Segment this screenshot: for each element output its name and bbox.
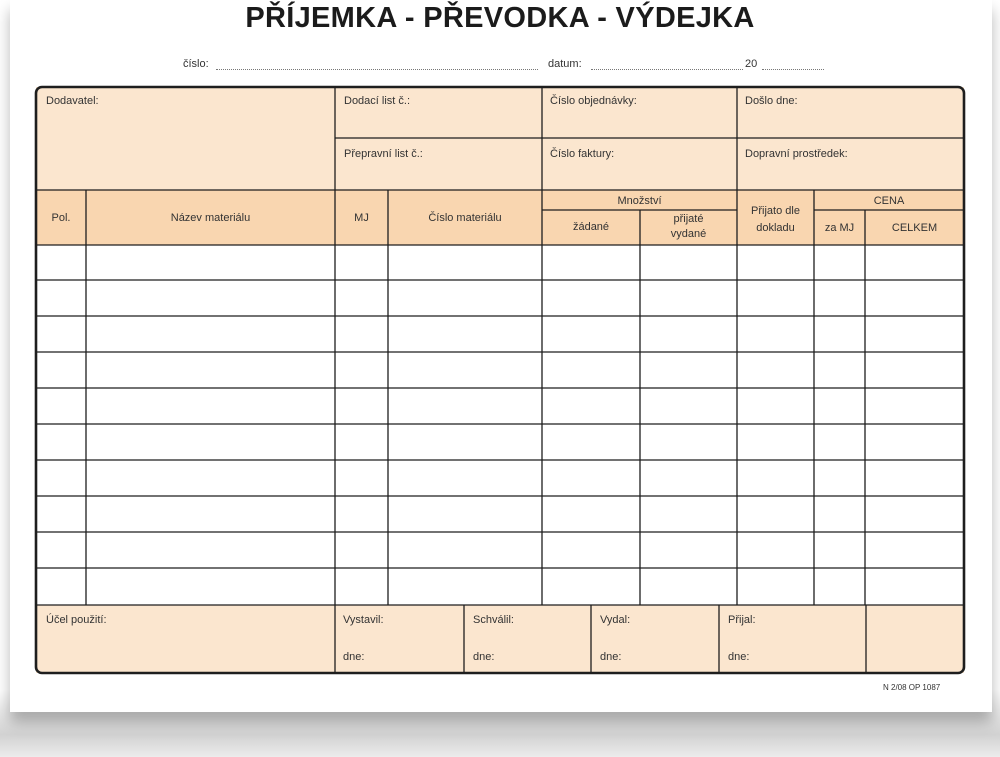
cislo-objednavky-label: Číslo objednávky:	[550, 95, 637, 107]
vydal-label: Vydal:	[600, 614, 631, 626]
vydal-dne-label: dne:	[600, 651, 622, 663]
cislo-label: číslo:	[183, 58, 209, 70]
form-title: PŘÍJEMKA - PŘEVODKA - VÝDEJKA	[245, 2, 755, 34]
datum-label: datum:	[548, 58, 582, 70]
col-za-mj: za MJ	[824, 222, 855, 234]
col-mj: MJ	[354, 212, 369, 224]
col-prijate-line2: vydané	[670, 228, 707, 240]
col-prijato-line2: dokladu	[756, 222, 795, 234]
dopravni-prostredek-label: Dopravní prostředek:	[745, 148, 848, 160]
col-pol: Pol.	[51, 212, 71, 224]
col-celkem: CELKEM	[891, 222, 938, 234]
dodavatel-label: Dodavatel:	[46, 95, 99, 107]
ucel-pouziti-label: Účel použití:	[46, 614, 107, 626]
schvalil-label: Schválil:	[473, 614, 514, 626]
prepravni-list-label: Přepravní list č.:	[344, 148, 423, 160]
col-cislo-materialu: Číslo materiálu	[428, 212, 502, 224]
col-cena: CENA	[873, 195, 905, 207]
year-label: 20	[745, 58, 758, 70]
doslo-dne-label: Došlo dne:	[745, 95, 798, 107]
col-nazev: Název materiálu	[170, 212, 251, 224]
col-prijato-line1: Přijato dle	[751, 205, 800, 217]
prijal-label: Přijal:	[728, 614, 756, 626]
form-code: N 2/08 OP 1087	[883, 683, 941, 692]
vystavil-label: Vystavil:	[343, 614, 384, 626]
dodaci-list-label: Dodací list č.:	[344, 95, 411, 107]
prijal-dne-label: dne:	[728, 651, 750, 663]
vystavil-dne-label: dne:	[343, 651, 365, 663]
cislo-faktury-label: Číslo faktury:	[550, 148, 615, 160]
col-mnozstvi: Množství	[617, 195, 662, 207]
col-prijate-line1: přijaté	[673, 213, 704, 225]
col-zadane: žádané	[572, 221, 610, 233]
schvalil-dne-label: dne:	[473, 651, 495, 663]
